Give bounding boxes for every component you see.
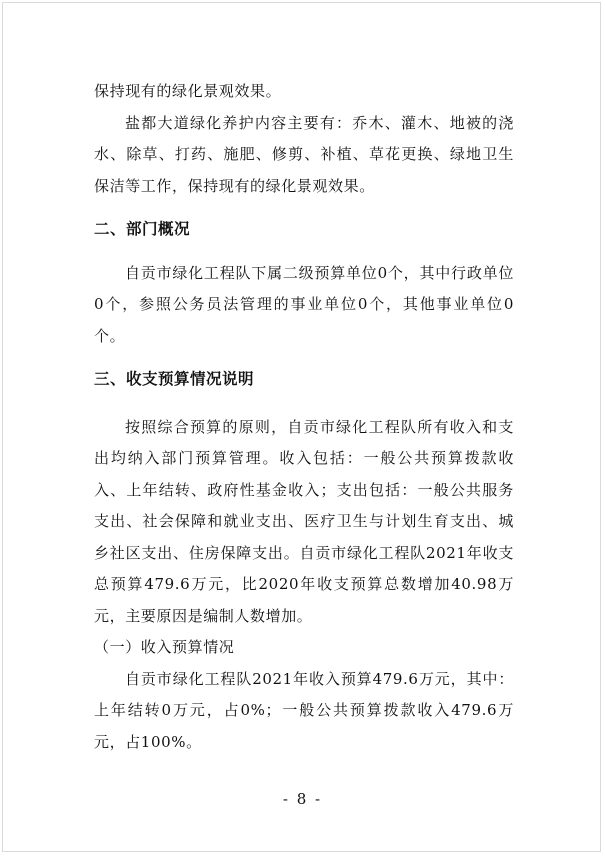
paragraph-yandu-avenue-maintenance: 盐都大道绿化养护内容主要有：乔木、灌木、地被的浇水、除草、打药、施肥、修剪、补植、草花更换、绿地卫生保洁等工作，保持现有的绿化景观效果。	[94, 113, 514, 195]
heading-department-overview: 二、部门概况	[94, 220, 191, 238]
heading-budget-explanation: 三、收支预算情况说明	[94, 370, 255, 388]
document-body	[94, 76, 514, 758]
paragraph-income-details: 自贡市绿化工程队2021年收入预算479.6万元，其中：上年结转0万元，占0%；一般公共预算拨款收入479.6万元，占100%。	[94, 669, 514, 751]
page-number: - 8 -	[282, 790, 323, 808]
paragraph-budget-units: 自贡市绿化工程队下属二级预算单位0个，其中行政单位0个，参照公务员法管理的事业单位0个，其他事业单位0个。	[94, 263, 514, 345]
paragraph-greening-effect: 保持现有的绿化景观效果。	[94, 82, 282, 100]
paragraph-comprehensive-budget: 按照综合预算的原则，自贡市绿化工程队所有收入和支出均纳入部门预算管理。收入包括：一般公共预算拨款收入、上年结转、政府性基金收入；支出包括：一般公共服务支出、社会保障和就业支出、医疗卫生与计划生育支出、城乡社区支出、住房保障支出。自贡市绿化工程队2021年收支总预算479.6万元，比2020年收支预算总数增加40.98万元，主要原因是编制人数增加。	[94, 417, 514, 625]
subheading-income-budget: （一）收入预算情况	[94, 638, 235, 656]
